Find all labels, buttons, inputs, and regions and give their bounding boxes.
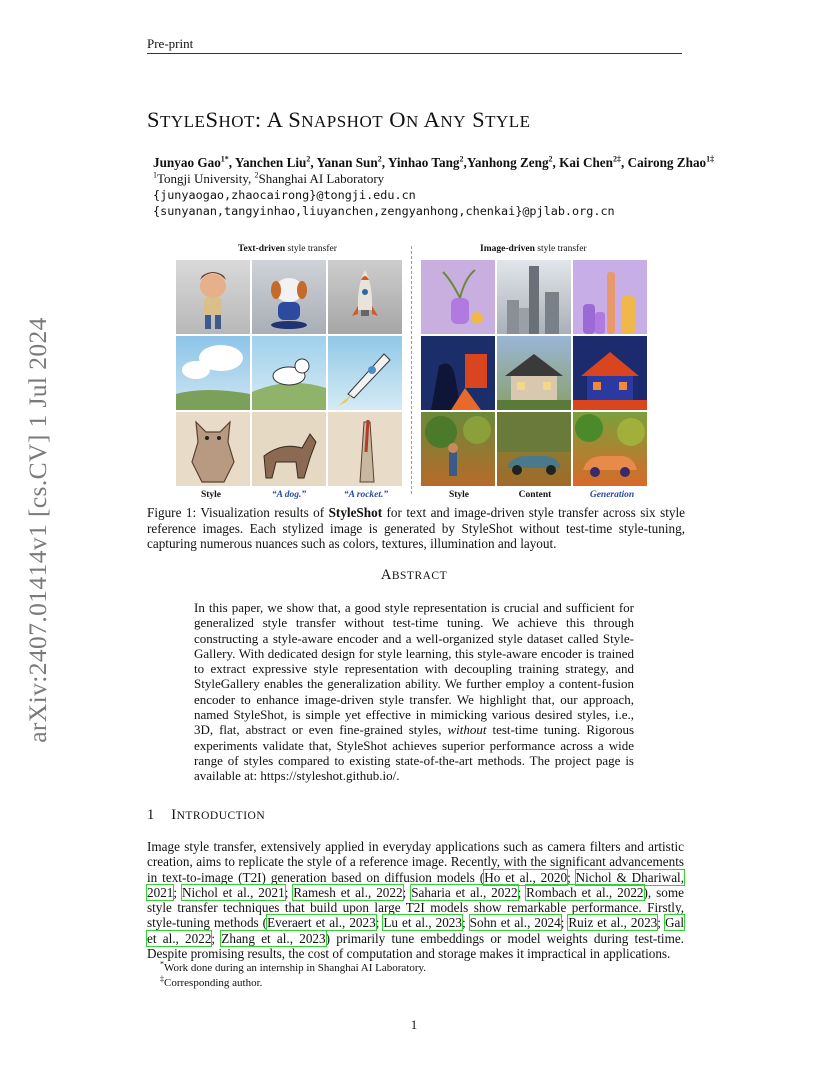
footnote-1: *Work done during an internship in Shanghai AI Laboratory.	[160, 959, 427, 974]
generation-image-painted-car	[573, 412, 647, 486]
figure-caption: Figure 1: Visualization results of StyleShot for text and image-driven style transfer across six style reference images. Each stylized image is generated by StyleShot without test-time style-tuning, capturing numerous nuances such as colors, textures, illumination and layout.	[147, 505, 685, 551]
panel-divider	[411, 246, 412, 494]
citation-link[interactable]: Gal et al., 2022	[147, 915, 684, 946]
dog-3d-image	[252, 260, 326, 334]
arxiv-identifier: arXiv:2407.01414v1 [cs.CV] 1 Jul 2024	[23, 317, 52, 743]
citation-link[interactable]: Ramesh et al., 2022	[293, 884, 403, 900]
dog-cartoon-image	[252, 336, 326, 410]
abstract-text: In this paper, we show that, a good style representation is crucial and sufficient for generalized style transfer without test-time tuning. We achieve this through constructing a style-aware encoder and a well-organized style dataset called Style-Gallery. With dedicated design for style learning, this style-aware encoder is trained to extract expressive style representation with decoupling training strategy, and StyleGallery enables the generalization ability. We further employ a content-fusion encoder to enhance image-driven style transfer. We highlight that, our approach, named StyleShot, is simple yet effective in mimicking various desired styles, i.e., 3D, flat, abstract or even fine-grained styles, without test-time tuning. Rigorous experiments validate that, StyleShot achieves superior performance across a wide range of styles compared to existing state-of-the-art methods. The project page is available at: https://styleshot.github.io/.	[194, 600, 634, 784]
rocket-sketch-image	[328, 412, 402, 486]
citation-link[interactable]: Ruiz et al., 2023	[568, 915, 658, 931]
introduction-heading: 1 INTRODUCTION	[147, 807, 266, 823]
text-driven-panel-title: Text-driven style transfer	[238, 244, 337, 254]
style-image-cartoon	[176, 336, 250, 410]
citation-link[interactable]: Rombach et al., 2022	[526, 884, 644, 900]
style-image-purple-3d	[421, 260, 495, 334]
author-list: Junyao Gao$^{1*}$, Yanchen Liu$^2$, Yanan Sun$^2$, Yinhao Tang$^2$,Yanhong Zeng$^2$, Kai Chen$^{2\ddagger}$, Cairong Zhao$^{1\ddagger}$	[153, 154, 715, 170]
citation-link[interactable]: Zhang et al., 2023	[221, 930, 326, 946]
affiliations: $^1$Tongji University, $^2$Shanghai AI Laboratory	[153, 170, 385, 186]
column-label-dog: “A dog.”	[271, 490, 307, 500]
dog-sketch-image	[252, 412, 326, 486]
citation-link[interactable]: Ho et al., 2020	[484, 869, 568, 885]
email-line-2: {sunyanan,tangyinhao,liuyanchen,zengyanhong,chenkai}@pjlab.org.cn	[153, 204, 615, 218]
page-number: 1	[410, 1017, 418, 1032]
citation-link[interactable]: Sohn et al., 2024	[469, 915, 561, 931]
footnote-2: ‡Corresponding author.	[160, 974, 263, 989]
introduction-text: Image style transfer, extensively applied in everyday applications such as camera filters and artistic creation, aims to replicate the style of a reference image. Recently, with the significant advancements in text-to-image (T2I) generation based on diffusion models (Ho et al., 2020; Nichol & Dhariwal, 2021; Nichol et al., 2021; Ramesh et al., 2022; Saharia et al., 2022; Rombach et al., 2022), some style transfer techniques that build upon large T2I models show remarkable performance. Firstly, style-tuning methods (Everaert et al., 2023; Lu et al., 2023; Sohn et al., 2024; Ruiz et al., 2023; Gal et al., 2022; Zhang et al., 2023) primarily tune embeddings or model weights during test-time. Despite promising results, the cost of computation and storage makes it impractical in applications.	[147, 839, 685, 962]
style-image-painting	[421, 412, 495, 486]
header-rule	[147, 53, 682, 54]
generation-image-purple-city	[573, 260, 647, 334]
citation-link[interactable]: Nichol & Dhariwal, 2021	[147, 869, 685, 900]
column-label-rocket: “A rocket.”	[343, 490, 389, 500]
content-image-city	[497, 260, 571, 334]
style-image-sketch	[176, 412, 250, 486]
email-line-1: {junyaogao,zhaocairong}@tongji.edu.cn	[153, 188, 416, 202]
citation-link[interactable]: Lu et al., 2023	[383, 915, 462, 931]
citation-link[interactable]: Nichol et al., 2021	[181, 884, 285, 900]
column-label-style-text: Style	[200, 490, 222, 500]
content-image-car	[497, 412, 571, 486]
rocket-3d-image	[328, 260, 402, 334]
column-label-content: Content	[518, 490, 552, 500]
generation-image-flat-house	[573, 336, 647, 410]
abstract-heading: ABSTRACT	[380, 567, 448, 583]
column-label-style-image: Style	[448, 490, 470, 500]
style-image-3d	[176, 260, 250, 334]
paper-title: STYLESHOT: A SNAPSHOT ON ANY STYLE	[147, 107, 531, 132]
citation-link[interactable]: Everaert et al., 2023	[267, 915, 376, 931]
content-image-house	[497, 336, 571, 410]
rocket-cartoon-image	[328, 336, 402, 410]
style-image-flat	[421, 336, 495, 410]
column-label-generation: Generation	[589, 490, 635, 500]
citation-link[interactable]: Saharia et al., 2022	[411, 884, 518, 900]
running-header: Pre-print	[147, 36, 194, 51]
image-driven-panel-title: Image-driven style transfer	[480, 244, 587, 254]
